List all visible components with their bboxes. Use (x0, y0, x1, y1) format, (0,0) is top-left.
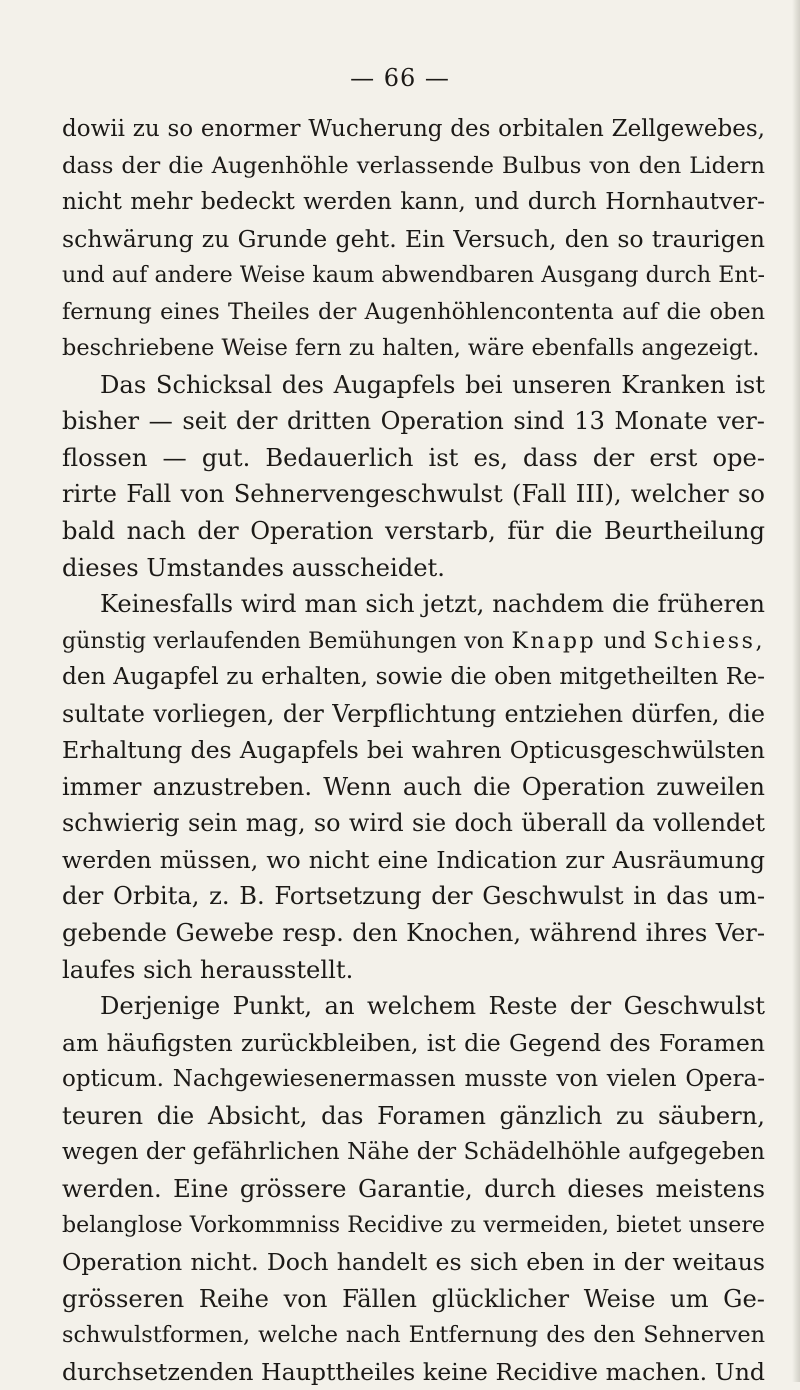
text-line: dowii zu so enormer Wucherung des orbitalen Zellgewebes, (62, 116, 765, 142)
text-line: dieses Umstandes ausscheidet. (62, 553, 445, 582)
text-line: flossen — gut. Bedauerlich ist es, dass der erst ope- (62, 443, 765, 472)
text-fragment: und (603, 627, 647, 654)
page-number: — 66 — (350, 64, 450, 92)
text-line: dass der die Augenhöhle verlassende Bulbus von den Lidern (62, 152, 765, 179)
text-line: Derjenige Punkt, an welchem Reste der Geschwulst (100, 992, 765, 1021)
text-line: durchsetzenden Haupttheiles keine Recidive machen. Und (62, 1357, 765, 1386)
text-line: Keinesfalls wird man sich jetzt, nachdem die früheren (100, 590, 765, 619)
author-name-schiess: Schiess, (653, 627, 766, 654)
text-line: schwulstformen, welche nach Entfernung des den Sehnerven (62, 1322, 765, 1349)
text-line: grösseren Reihe von Fällen glücklicher Weise um Ge- (62, 1284, 765, 1313)
text-fragment: günstig verlaufenden Bemühungen von (62, 627, 505, 654)
text-line: bald nach der Operation verstarb, für die Beurtheilung (62, 517, 765, 546)
text-line: teuren die Absicht, das Foramen gänzlich zu säubern, (62, 1101, 765, 1130)
text-line: werden müssen, wo nicht eine Indication zur Ausräumung (62, 845, 765, 874)
text-line: nicht mehr bedeckt werden kann, und durch Hornhautver- (62, 188, 765, 216)
text-line: opticum. Nachgewiesenermassen musste von vielen Opera- (62, 1066, 765, 1093)
text-line (62, 623, 765, 660)
text-line: und auf andere Weise kaum abwendbaren Ausgang durch Ent- (62, 262, 765, 289)
text-line: schwierig sein mag, so wird sie doch überall da vollendet (62, 809, 765, 838)
text-line: sultate vorliegen, der Verpflichtung entziehen dürfen, die (62, 699, 765, 728)
text-line: Erhaltung des Augapfels bei wahren Opticusgeschwülsten (62, 736, 765, 765)
text-line: den Augapfel zu erhalten, sowie die oben mitgetheilten Re- (62, 663, 765, 691)
paragraph-1 (62, 111, 765, 367)
page-edge-shadow (792, 0, 800, 1382)
paragraph-3 (62, 586, 765, 988)
author-name-knapp: Knapp (511, 627, 597, 654)
text-line: immer anzustreben. Wenn auch die Operation zuweilen (62, 772, 765, 801)
text-line: beschriebene Weise fern zu halten, wäre ebenfalls angezeigt. (62, 335, 760, 362)
text-line: Operation nicht. Doch handelt es sich eben in der weitaus (62, 1247, 765, 1276)
text-line: rirte Fall von Sehnervengeschwulst (Fall III), welcher so (62, 480, 765, 509)
text-line: laufes sich herausstellt. (62, 955, 354, 984)
text-line: schwärung zu Grunde geht. Ein Versuch, den so traurigen (62, 224, 765, 253)
text-line: werden. Eine grössere Garantie, durch dieses meistens (62, 1174, 765, 1203)
text-line: Das Schicksal des Augapfels bei unseren Kranken ist (100, 370, 765, 399)
text-line: belanglose Vorkommniss Recidive zu vermeiden, bietet unsere (62, 1212, 765, 1239)
text-line: bisher — seit der dritten Operation sind 13 Monate ver- (62, 407, 765, 436)
text-line: gebende Gewebe resp. den Knochen, während ihres Ver- (62, 919, 765, 948)
text-line: wegen der gefährlichen Nähe der Schädelhöhle aufgegeben (62, 1139, 765, 1166)
text-line: der Orbita, z. B. Fortsetzung der Geschwulst in das um- (62, 882, 765, 911)
body-text (62, 111, 765, 1390)
text-line: fernung eines Theiles der Augenhöhlencontenta auf die oben (62, 298, 765, 325)
paragraph-4 (62, 988, 765, 1390)
text-line: am häufigsten zurückbleiben, ist die Gegend des Foramen (62, 1028, 765, 1057)
paragraph-2 (62, 367, 765, 586)
